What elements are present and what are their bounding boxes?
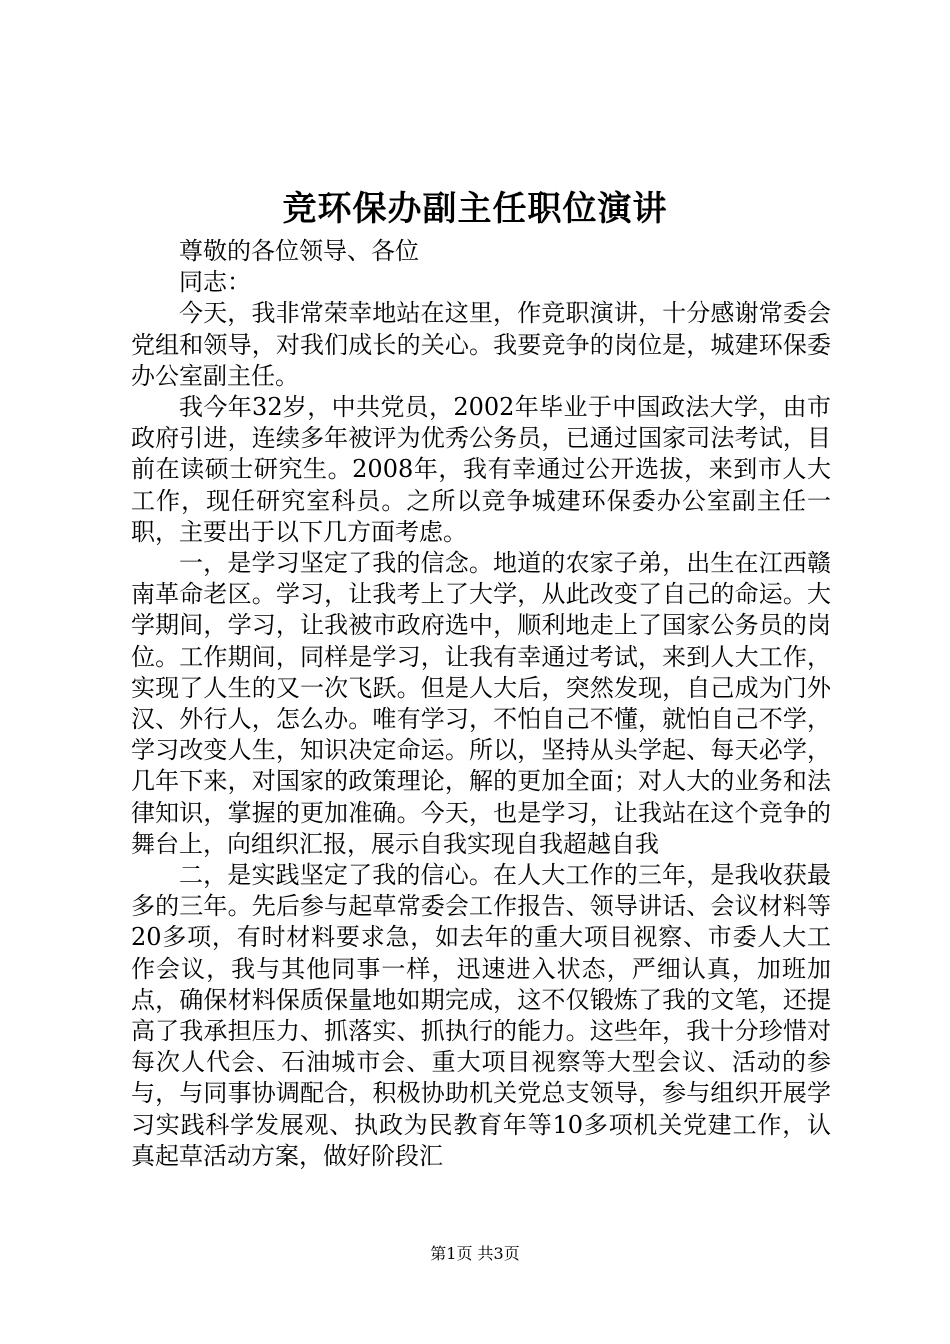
- document-title: 竞环保办副主任职位演讲: [282, 189, 668, 229]
- paragraph-point-two: 二，是实践坚定了我的信心。在人大工作的三年，是我收获最多的三年。先后参与起草常委会工作报告、领导讲话、会议材料等20多项，有时材料要求急，如去年的重大项目视察、市委人大工作会议，我与其他同事一样，迅速进入状态，严细认真，加班加点，确保材料保质保量地如期完成，这不仅锻炼了我的文笔，还提高了我承担压力、抓落实、抓执行的能力。这些年，我十分珍惜对每次人代会、石油城市会、重大项目视察等大型会议、活动的参与，与同事协调配合，积极协助机关党总支领导，参与组织开展学习实践科学发展观、执政为民教育年等10多项机关党建工作，认真起草活动方案，做好阶段汇: [131, 861, 831, 1170]
- salutation-line-1: 尊敬的各位领导、各位: [179, 237, 419, 265]
- paragraph-background: 我今年32岁，中共党员，2002年毕业于中国政法大学，由市政府引进，连续多年被评为优秀公务员，已通过国家司法考试，目前在读硕士研究生。2008年，我有幸通过公开选拔，来到市人大工作，现任研究室科员。之所以竞争城建环保委办公室副主任一职，主要出于以下几方面考虑。: [131, 393, 831, 546]
- paragraph-point-one: 一，是学习坚定了我的信念。地道的农家子弟，出生在江西赣南革命老区。学习，让我考上了大学，从此改变了自己的命运。大学期间，学习，让我被市政府选中，顺利地走上了国家公务员的岗位。工作期间，同样是学习，让我有幸通过考试，来到人大工作，实现了人生的又一次飞跃。但是人大后，突然发现，自己成为门外汉、外行人，怎么办。唯有学习，不怕自己不懂，就怕自己不学，学习改变人生，知识决定命运。所以，坚持从头学起、每天必学，几年下来，对国家的政策理论，解的更加全面；对人大的业务和法律知识，掌握的更加准确。今天，也是学习，让我站在这个竞争的舞台上，向组织汇报，展示自我实现自我超越自我: [131, 549, 831, 858]
- paragraph-intro: 今天，我非常荣幸地站在这里，作竞职演讲，十分感谢常委会党组和领导，对我们成长的关心。我要竞争的岗位是，城建环保委办公室副主任。: [131, 299, 831, 390]
- page-footer: 第1页 共3页: [430, 1244, 520, 1263]
- document-body: [131, 236, 831, 1172]
- salutation-line-2: 同志：: [179, 268, 251, 297]
